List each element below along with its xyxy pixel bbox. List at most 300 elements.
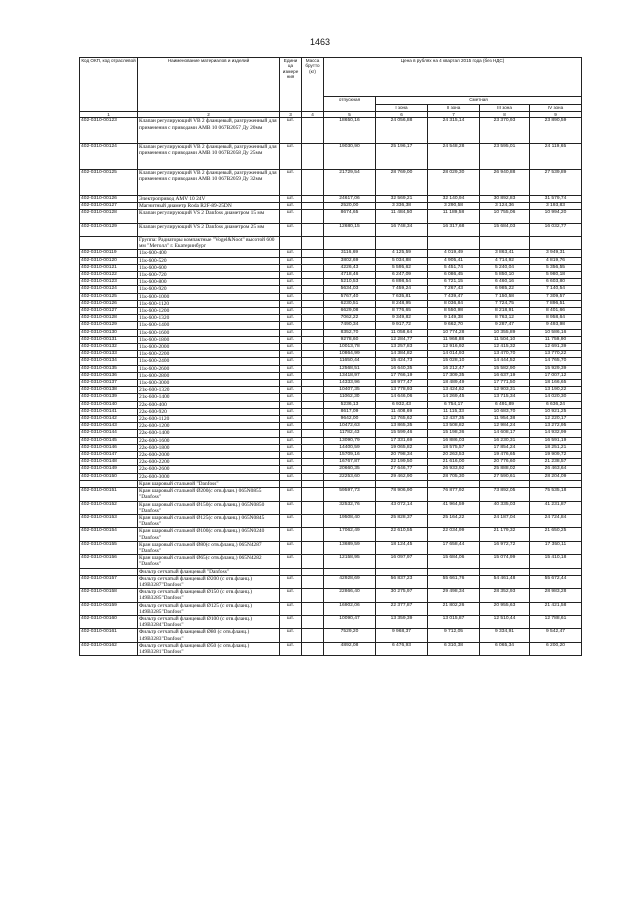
item-name: Фильтр сетчатый фланцевый "Danfoss" xyxy=(138,568,280,575)
item-name: 22к-600-1600 xyxy=(138,437,280,444)
item-unit: шт. xyxy=(280,629,302,642)
item-mass xyxy=(302,642,324,655)
price-zone-2: 15 198,36 xyxy=(428,430,480,437)
item-code: 402-0310-00133 xyxy=(80,351,138,358)
item-name: 11к-600-1000 xyxy=(138,293,280,300)
table-row xyxy=(80,358,582,365)
item-unit: шт. xyxy=(280,144,302,170)
item-code: 402-0310-00128 xyxy=(80,315,138,322)
price-release: 10090,47 xyxy=(324,615,376,628)
item-mass xyxy=(302,541,324,554)
item-name: 11к-600-520 xyxy=(138,257,280,264)
price-zone-2: 6 310,38 xyxy=(428,642,480,655)
table-row xyxy=(80,272,582,279)
item-unit: шт. xyxy=(280,286,302,293)
table-body xyxy=(80,118,582,656)
price-release: 4718,46 xyxy=(324,272,376,279)
item-code: 402-0310-00123 xyxy=(80,279,138,286)
item-mass xyxy=(302,555,324,568)
item-unit: шт. xyxy=(280,528,302,541)
price-zone-2: 4 905,41 xyxy=(428,257,480,264)
item-code: 402-0310-00126 xyxy=(80,300,138,307)
item-unit: шт. xyxy=(280,210,302,223)
price-release: 6629,08 xyxy=(324,308,376,315)
item-name: 11к-600-1600 xyxy=(138,329,280,336)
column-number: 2 xyxy=(138,112,280,118)
item-mass xyxy=(302,322,324,329)
column-number: 6 xyxy=(376,112,428,118)
price-zone-3: 17 771,50 xyxy=(480,380,530,387)
item-code: 402-0310-00145 xyxy=(80,437,138,444)
item-code: 402-0310-00125 xyxy=(80,170,138,196)
price-zone-4: 13 770,22 xyxy=(530,351,582,358)
item-code: 402-0310-00147 xyxy=(80,452,138,459)
price-zone-2: 8 036,84 xyxy=(428,300,480,307)
item-code: 402-0310-00127 xyxy=(80,203,138,210)
price-zone-1: 6 247,09 xyxy=(376,272,428,279)
price-zone-1: 8 776,65 xyxy=(376,308,428,315)
item-name: 11к-600-800 xyxy=(138,279,280,286)
item-mass xyxy=(302,250,324,257)
header-name: Наименование материалов и изделий xyxy=(138,58,280,112)
item-name: Фильтр сетчатый фланцевый Ø50 (с отв.фланц.) 149B3281"Danfoss" xyxy=(138,642,280,655)
item-name: Кран шаровый стальной Ø200(с отв.флан.) 065N0855 "Danfoss" xyxy=(138,488,280,501)
price-zone-2: 25 164,22 xyxy=(428,514,480,527)
table-row xyxy=(80,170,582,196)
price-zone-2 xyxy=(428,568,480,575)
item-mass xyxy=(302,444,324,451)
price-release: 6230,51 xyxy=(324,300,376,307)
item-unit: шт. xyxy=(280,300,302,307)
price-zone-2: 9 712,05 xyxy=(428,629,480,642)
item-code: 402-0310-00123 xyxy=(80,118,138,144)
item-unit: шт. xyxy=(280,408,302,415)
item-name: 22к-600-3000 xyxy=(138,473,280,480)
price-release xyxy=(324,480,376,487)
item-name: 22к-600-2000 xyxy=(138,452,280,459)
item-unit: шт. xyxy=(280,416,302,423)
table-row xyxy=(80,336,582,343)
price-zone-3: 6 460,16 xyxy=(480,279,530,286)
header-zone-3: III зона xyxy=(480,105,530,112)
price-release: 5210,53 xyxy=(324,279,376,286)
price-zone-1 xyxy=(376,568,428,575)
price-zone-2: 28 705,30 xyxy=(428,473,480,480)
price-release: 10864,99 xyxy=(324,351,376,358)
price-zone-4: 12 788,61 xyxy=(530,615,582,628)
price-zone-1: 18 124,45 xyxy=(376,541,428,554)
price-zone-3: 26 940,88 xyxy=(480,170,530,196)
item-name: 11к-600-600 xyxy=(138,264,280,271)
price-zone-1: 11 058,64 xyxy=(376,329,428,336)
price-zone-3: 6 065,34 xyxy=(480,642,530,655)
price-zone-3: 20 955,63 xyxy=(480,602,530,615)
table-row xyxy=(80,514,582,527)
table-row xyxy=(80,416,582,423)
price-zone-2: 7 439,47 xyxy=(428,293,480,300)
price-release: 7062,22 xyxy=(324,315,376,322)
item-name: Фильтр сетчатый фланцевый Ø100 (с отв.фланц.) 149B3284"Danfoss" xyxy=(138,615,280,628)
item-mass xyxy=(302,351,324,358)
item-mass xyxy=(302,203,324,210)
price-zone-1: 20 798,34 xyxy=(376,452,428,459)
table-row xyxy=(80,452,582,459)
price-zone-4: 7 309,57 xyxy=(530,293,582,300)
item-mass xyxy=(302,615,324,628)
item-unit: шт. xyxy=(280,394,302,401)
price-zone-4 xyxy=(530,568,582,575)
table-row xyxy=(80,437,582,444)
price-release: 13689,59 xyxy=(324,541,376,554)
price-zone-2: 32 140,94 xyxy=(428,195,480,202)
item-code: 402-0310-00159 xyxy=(80,602,138,615)
item-name: Клапан регулирующий VS 2 Danfoss диаметром 15 мм xyxy=(138,210,280,223)
price-zone-2: 13 508,82 xyxy=(428,423,480,430)
item-mass xyxy=(302,452,324,459)
item-name: 11к-600-720 xyxy=(138,272,280,279)
price-zone-1: 6 932,43 xyxy=(376,401,428,408)
price-zone-2: 18 489,49 xyxy=(428,380,480,387)
price-zone-4: 21 650,25 xyxy=(530,528,582,541)
item-mass xyxy=(302,416,324,423)
price-zone-2: 41 964,59 xyxy=(428,501,480,514)
item-unit: шт. xyxy=(280,351,302,358)
table-row xyxy=(80,322,582,329)
price-zone-1: 9 349,82 xyxy=(376,315,428,322)
price-release xyxy=(324,568,376,575)
table-row xyxy=(80,365,582,372)
price-zone-4: 14 020,30 xyxy=(530,394,582,401)
table-row xyxy=(80,279,582,286)
price-zone-2: 6 754,17 xyxy=(428,401,480,408)
price-zone-1: 11 484,50 xyxy=(376,210,428,223)
item-name: 22к-600-1200 xyxy=(138,423,280,430)
price-zone-4: 3 193,83 xyxy=(530,203,582,210)
price-zone-3 xyxy=(480,480,530,487)
price-release: 11650,44 xyxy=(324,358,376,365)
item-name: 22к-600-2600 xyxy=(138,466,280,473)
item-unit: шт. xyxy=(280,459,302,466)
item-unit: шт. xyxy=(280,430,302,437)
item-unit: шт. xyxy=(280,452,302,459)
price-zone-1: 16 640,35 xyxy=(376,365,428,372)
header-code: Код ОКП, код отраслевой xyxy=(80,58,138,112)
item-unit: шт. xyxy=(280,387,302,394)
item-unit: шт. xyxy=(280,279,302,286)
table-row xyxy=(80,293,582,300)
price-zone-2 xyxy=(428,480,480,487)
table-row xyxy=(80,203,582,210)
item-mass xyxy=(302,575,324,588)
price-zone-1: 11 408,69 xyxy=(376,408,428,415)
price-zone-2: 55 661,76 xyxy=(428,575,480,588)
price-zone-2: 24 315,14 xyxy=(428,118,480,144)
price-zone-4: 41 231,87 xyxy=(530,501,582,514)
price-release: 15709,16 xyxy=(324,452,376,459)
price-zone-4: 21 238,57 xyxy=(530,459,582,466)
item-unit: шт. xyxy=(280,372,302,379)
price-zone-4: 10 994,20 xyxy=(530,210,582,223)
price-zone-3 xyxy=(480,568,530,575)
price-zone-4: 14 765,70 xyxy=(530,358,582,365)
item-mass xyxy=(302,473,324,480)
price-zone-1: 14 646,06 xyxy=(376,394,428,401)
price-release: 9278,60 xyxy=(324,336,376,343)
price-zone-1: 13 257,83 xyxy=(376,344,428,351)
header-price-title: Цена в рублях на 4 квартал 2015 года (без НДС) xyxy=(324,58,582,97)
item-code: 402-0310-00120 xyxy=(80,257,138,264)
item-unit: шт. xyxy=(280,555,302,568)
item-name: 21к-600-1400 xyxy=(138,394,280,401)
price-release: 13090,79 xyxy=(324,437,376,444)
price-zone-2: 28 029,30 xyxy=(428,170,480,196)
price-release: 12158,95 xyxy=(324,555,376,568)
item-unit: шт. xyxy=(280,575,302,588)
price-zone-2: 16 317,68 xyxy=(428,223,480,236)
item-name: 11к-600-1200 xyxy=(138,308,280,315)
column-number: 5 xyxy=(324,112,376,118)
item-name: 11к-600-2400 xyxy=(138,358,280,365)
price-release: 5767,40 xyxy=(324,293,376,300)
item-unit: шт. xyxy=(280,336,302,343)
item-code: 402-0310-00156 xyxy=(80,555,138,568)
item-unit: шт. xyxy=(280,195,302,202)
price-zone-3: 16 637,19 xyxy=(480,372,530,379)
item-mass xyxy=(302,514,324,527)
price-zone-3: 8 218,91 xyxy=(480,308,530,315)
item-mass xyxy=(302,423,324,430)
price-zone-3: 6 491,89 xyxy=(480,401,530,408)
price-zone-1: 78 906,90 xyxy=(376,488,428,501)
item-name: Клапан регулирующий VS 2 Danfoss диаметром 25 мм xyxy=(138,223,280,236)
price-zone-1: 4 125,59 xyxy=(376,250,428,257)
item-mass xyxy=(302,272,324,279)
price-zone-3: 15 684,03 xyxy=(480,223,530,236)
price-zone-3: 3 863,41 xyxy=(480,250,530,257)
price-release: 19030,90 xyxy=(324,144,376,170)
price-zone-2: 11 968,88 xyxy=(428,336,480,343)
price-release: 42928,69 xyxy=(324,575,376,588)
table-row xyxy=(80,210,582,223)
item-code: 402-0310-00121 xyxy=(80,264,138,271)
table-row xyxy=(80,329,582,336)
price-zone-1: 25 828,37 xyxy=(376,514,428,527)
item-mass xyxy=(302,459,324,466)
price-zone-2: 24 548,28 xyxy=(428,144,480,170)
item-unit: шт. xyxy=(280,272,302,279)
column-number: 3 xyxy=(280,112,302,118)
price-zone-4: 13 272,95 xyxy=(530,423,582,430)
item-code: 402-0310-00158 xyxy=(80,589,138,602)
item-unit: шт. xyxy=(280,423,302,430)
table-row xyxy=(80,466,582,473)
item-code: 402-0310-00148 xyxy=(80,459,138,466)
table-row xyxy=(80,459,582,466)
price-zone-1: 15 424,73 xyxy=(376,358,428,365)
item-code: 402-0310-00142 xyxy=(80,416,138,423)
price-zone-1: 22 610,55 xyxy=(376,528,428,541)
table-row xyxy=(80,501,582,514)
price-zone-2: 4 019,49 xyxy=(428,250,480,257)
price-zone-4: 24 119,65 xyxy=(530,144,582,170)
item-mass xyxy=(302,195,324,202)
price-release: 16902,06 xyxy=(324,602,376,615)
price-zone-4: 12 220,17 xyxy=(530,416,582,423)
price-zone-3: 40 335,03 xyxy=(480,501,530,514)
item-name: Фильтр сетчатый фланцевый Ø125 (с отв.фланц.) 149B3285"Danfoss" xyxy=(138,602,280,615)
price-release: 12568,51 xyxy=(324,365,376,372)
price-zone-2: 14 014,93 xyxy=(428,351,480,358)
item-unit: шт. xyxy=(280,437,302,444)
price-zone-3: 5 240,04 xyxy=(480,264,530,271)
table-row xyxy=(80,642,582,655)
price-zone-1: 22 377,87 xyxy=(376,602,428,615)
item-name: 22к-600-2200 xyxy=(138,459,280,466)
header-release-price: отпускная xyxy=(324,97,376,112)
item-name: 11к-600-3000 xyxy=(138,380,280,387)
item-code: 402-0310-00129 xyxy=(80,322,138,329)
item-code: 402-0310-00138 xyxy=(80,387,138,394)
price-zone-1: 3 336,38 xyxy=(376,203,428,210)
item-mass xyxy=(302,308,324,315)
item-code: 402-0310-00119 xyxy=(80,250,138,257)
price-release: 7529,20 xyxy=(324,629,376,642)
item-unit: шт. xyxy=(280,329,302,336)
price-zone-2: 17 309,35 xyxy=(428,372,480,379)
price-zone-3: 15 074,99 xyxy=(480,555,530,568)
price-release: 10013,78 xyxy=(324,344,376,351)
price-release: 21729,54 xyxy=(324,170,376,196)
page-number: 1463 xyxy=(309,37,331,47)
item-code: 402-0310-00143 xyxy=(80,423,138,430)
price-zone-2: 16 212,47 xyxy=(428,365,480,372)
item-code: 402-0310-00152 xyxy=(80,501,138,514)
price-zone-1: 17 766,19 xyxy=(376,372,428,379)
item-code: 402-0310-00161 xyxy=(80,629,138,642)
item-unit: шт. xyxy=(280,488,302,501)
price-release: 14400,59 xyxy=(324,444,376,451)
price-zone-3: 12 415,32 xyxy=(480,344,530,351)
price-zone-2: 22 034,99 xyxy=(428,528,480,541)
item-mass xyxy=(302,408,324,415)
price-zone-3: 11 954,38 xyxy=(480,416,530,423)
price-zone-1 xyxy=(376,236,428,249)
item-unit: шт. xyxy=(280,264,302,271)
item-name: Кран шаровый стальной Ø125(с отв.фланц.) 065N0845 "Danfoss" xyxy=(138,514,280,527)
table-row xyxy=(80,344,582,351)
price-zone-3: 10 755,06 xyxy=(480,210,530,223)
item-unit: шт. xyxy=(280,380,302,387)
price-zone-2: 76 877,92 xyxy=(428,488,480,501)
price-zone-1 xyxy=(376,480,428,487)
price-release xyxy=(324,236,376,249)
table-row xyxy=(80,118,582,144)
price-zone-3: 10 355,89 xyxy=(480,329,530,336)
item-mass xyxy=(302,286,324,293)
item-name: Группа: Радиаторы компактные "Vogel&Noot" высотой 600 мм "Метолл" г. Екатеринбург xyxy=(138,236,280,249)
table-row xyxy=(80,444,582,451)
item-name: Кран шаровый стальной "Danfoss" xyxy=(138,480,280,487)
item-name: Кран шаровый стальной Ø65(с отв.фланц.) 065N4282 "Danfoss" xyxy=(138,555,280,568)
price-zone-2: 12 916,92 xyxy=(428,344,480,351)
table-row xyxy=(80,394,582,401)
item-name: 11к-600-1320 xyxy=(138,315,280,322)
table-row xyxy=(80,308,582,315)
table-row xyxy=(80,351,582,358)
item-name: Кран шаровый стальной Ø100(с отв.фланц.) 065N0240 "Danfoss" xyxy=(138,528,280,541)
price-zone-3: 23 595,01 xyxy=(480,144,530,170)
table-row xyxy=(80,528,582,541)
price-zone-4: 21 421,58 xyxy=(530,602,582,615)
item-unit: шт. xyxy=(280,358,302,365)
price-release: 16767,87 xyxy=(324,459,376,466)
item-code: 402-0310-00127 xyxy=(80,308,138,315)
price-release: 8617,09 xyxy=(324,408,376,415)
item-unit xyxy=(280,568,302,575)
column-number: 1 xyxy=(80,112,138,118)
column-number: 8 xyxy=(480,112,530,118)
price-zone-3: 7 724,75 xyxy=(480,300,530,307)
table-row xyxy=(80,430,582,437)
item-unit: шт. xyxy=(280,541,302,554)
item-mass xyxy=(302,293,324,300)
item-unit: шт. xyxy=(280,444,302,451)
item-unit xyxy=(280,236,302,249)
price-zone-3: 12 510,44 xyxy=(480,615,530,628)
price-zone-4: 28 204,09 xyxy=(530,473,582,480)
item-name: Кран шаровый стальной Ø80(с отв.фланц.) 065N4287 "Danfoss" xyxy=(138,541,280,554)
price-zone-3: 10 683,70 xyxy=(480,408,530,415)
price-release: 9642,00 xyxy=(324,416,376,423)
item-mass xyxy=(302,210,324,223)
price-zone-4: 31 579,74 xyxy=(530,195,582,202)
item-code: 402-0310-00162 xyxy=(80,642,138,655)
price-zone-1: 6 898,54 xyxy=(376,279,428,286)
price-table xyxy=(79,57,582,656)
price-zone-3: 9 334,91 xyxy=(480,629,530,642)
item-mass xyxy=(302,568,324,575)
item-mass xyxy=(302,257,324,264)
header-zone-4: IV зона xyxy=(530,105,582,112)
price-zone-4: 75 535,18 xyxy=(530,488,582,501)
price-release: 22253,60 xyxy=(324,473,376,480)
price-zone-4: 6 200,20 xyxy=(530,642,582,655)
item-mass xyxy=(302,380,324,387)
item-mass xyxy=(302,344,324,351)
item-code: 402-0310-00144 xyxy=(80,430,138,437)
price-release: 18650,16 xyxy=(324,118,376,144)
item-code: 402-0310-00141 xyxy=(80,408,138,415)
item-mass xyxy=(302,480,324,487)
item-mass xyxy=(302,300,324,307)
price-zone-1: 28 769,00 xyxy=(376,170,428,196)
price-release: 3116,69 xyxy=(324,250,376,257)
price-release: 22866,40 xyxy=(324,589,376,602)
price-zone-3: 8 763,12 xyxy=(480,315,530,322)
item-name: 22к-600-920 xyxy=(138,408,280,415)
price-zone-1: 12 765,62 xyxy=(376,416,428,423)
price-release: 4226,43 xyxy=(324,264,376,271)
item-name: 22к-600-1800 xyxy=(138,444,280,451)
item-name: 11к-600-400 xyxy=(138,250,280,257)
item-code: 402-0310-00128 xyxy=(80,210,138,223)
price-zone-1: 27 646,77 xyxy=(376,466,428,473)
price-zone-4: 6 636,24 xyxy=(530,401,582,408)
price-zone-2: 13 015,87 xyxy=(428,615,480,628)
price-zone-2: 11 115,33 xyxy=(428,408,480,415)
price-zone-2: 6 086,45 xyxy=(428,272,480,279)
price-zone-3: 13 715,34 xyxy=(480,394,530,401)
